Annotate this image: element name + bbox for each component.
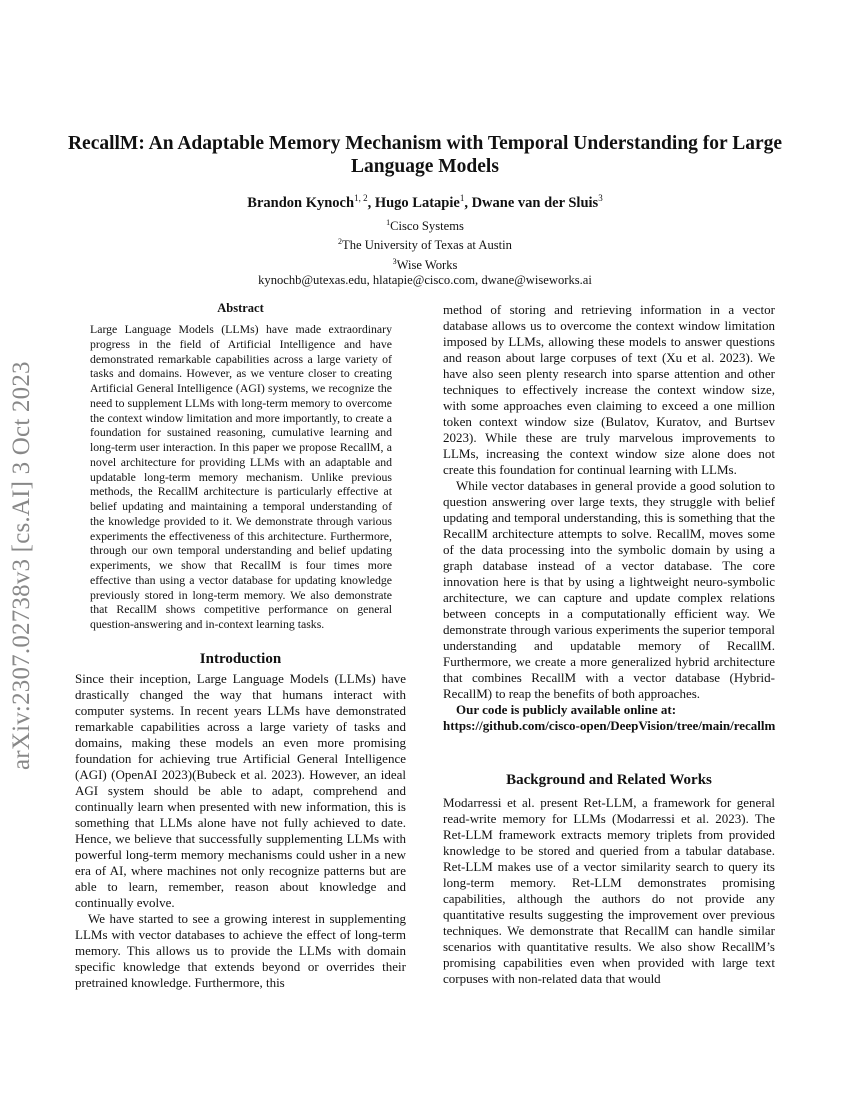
- arxiv-stamp: arXiv:2307.02738v3 [cs.AI] 3 Oct 2023: [8, 361, 35, 770]
- author-sep: ,: [464, 194, 472, 211]
- introduction-left-column: [75, 671, 406, 991]
- background-section: [443, 795, 775, 987]
- author-name: Dwane van der Sluis: [471, 194, 599, 211]
- affiliations: [60, 215, 790, 289]
- code-url-link[interactable]: https://github.com/cisco-open/DeepVision/tree/main/recallm: [443, 718, 776, 733]
- background-heading: Background and Related Works: [506, 772, 712, 788]
- paper-title: RecallM: An Adaptable Memory Mechanism with Temporal Understanding for Large Language Models: [67, 133, 783, 177]
- author-affil: 1, 2: [354, 193, 368, 203]
- affiliation-number: 1: [386, 218, 391, 227]
- paragraph: Modarressi et al. present Ret-LLM, a framework for general read-write memory for LLMs (Modarressi et al. 2023). The Ret-LLM framework extracts memory triplets from provided knowledge to be stored and queried from a tabular database. Ret-LLM makes use of a vector similarity search to query its long-term memory. Ret-LLM demonstrates promising capabilities, although the authors do not provide any quantitative results suggesting the improvement over previous techniques. We demonstrate that RecallM can handle similar scenarios with quantitative results. We also show RecallM’s promising capabilities even when provided with large text corpuses with non-related data that would: [443, 795, 775, 986]
- paragraph: method of storing and retrieving information in a vector database allows us to overcome the context window limitation imposed by LLMs, allowing these models to answer questions and reason about large corpuses of text (Xu et al. 2023). We have also seen plenty research into sparse attention and other techniques to effectively increase the context window size, with some approaches even claiming to exceed a one million token context window size (Bulatov, Kuratov, and Burtsev 2023). While these are truly marvelous improvements to LLMs, increasing the context window size alone does not create this foundation for continual learning with LLMs.: [443, 302, 775, 477]
- affiliation-text: Cisco Systems: [390, 219, 464, 234]
- introduction-heading: Introduction: [199, 651, 282, 667]
- paragraph: Since their inception, Large Language Models (LLMs) have drastically changed the way that humans interact with computer systems. In recent years LLMs have demonstrated remarkable capabilities across a large variety of tasks and domains, making these models an even more promising foundation for achieving true Artificial General Intelligence (AGI) (OpenAI 2023)(Bubeck et al. 2023). However, an ideal AGI system should be able to adapt, comprehend and continually learn when presented with new information, this is something that LLMs alone have not fully achieved to date. Hence, we believe that successfully supplementing LLMs with powerful long-term memory mechanisms could usher in a new era of AI, where machines not only recognize patterns but are able to learn, remember, reason about knowledge and continually evolve.: [75, 671, 406, 910]
- author-emails: kynochb@utexas.edu, hlatapie@cisco.com, dwane@wiseworks.ai: [258, 273, 592, 288]
- abstract-text: Large Language Models (LLMs) have made extraordinary progress in the field of Artificial Intelligence and have demonstrated remarkable capabilities across a large variety of tasks and domains. However, as we venture closer to creating Artificial General Intelligence (AGI) systems, we recognize the need to supplement LLMs with long-term memory to overcome the context window limitation and more importantly, to create a foundation for sustained reasoning, cumulative learning and long-term user interaction. In this paper we propose RecallM, a novel architecture for providing LLMs with an adaptable and updatable long-term memory mechanism. Unlike previous methods, the RecallM architecture is particularly effective at belief updating and maintaining a temporal understanding of the knowledge provided to it. We demonstrate through various experiments the effectiveness of this architecture. Furthermore, through our own temporal understanding and belief updating experiments, we show that RecallM is four times more effective than using a vector database for updating knowledge previously stored in long-term memory. We also demonstrate that RecallM shows competitive performance on general question-answering and in-context learning tasks.: [90, 322, 392, 631]
- abstract-heading: Abstract: [217, 301, 264, 315]
- affiliation: [60, 234, 790, 253]
- affiliation: [60, 254, 790, 273]
- author-list: [60, 193, 790, 212]
- author-affil: 3: [598, 193, 603, 203]
- affiliation-number: 3: [392, 256, 397, 266]
- code-note: Our code is publicly available online at:: [456, 702, 677, 717]
- affiliation: [60, 215, 790, 234]
- author-name: Brandon Kynoch: [247, 194, 355, 211]
- affiliation-number: 2: [338, 237, 343, 247]
- author-name: Hugo Latapie: [374, 194, 460, 211]
- author-affil: 1: [459, 193, 465, 203]
- affiliation-text: Wise Works: [396, 258, 458, 273]
- affiliation-text: The University of Texas at Austin: [342, 238, 512, 253]
- paragraph: While vector databases in general provide a good solution to question answering over large texts, they struggle with belief updating and temporal understanding, this is something that the RecallM architecture attempts to solve. RecallM, moves some of the data processing into the symbolic domain by using a graph database instead of a vector database. The core innovation here is that by using a lightweight neuro-symbolic architecture, we can capture and update complex relations between concepts in a computationally efficient way. We demonstrate through various experiments the superior temporal understanding and updatable memory of RecallM. Furthermore, we create a more generalized hybrid architecture that combines RecallM with a vector database (Hybrid-RecallM) to reap the benefits of both approaches.: [443, 478, 775, 701]
- introduction-right-column: [443, 302, 775, 734]
- author-sep: ,: [367, 194, 375, 211]
- paragraph: We have started to see a growing interest in supplementing LLMs with vector databases to achieve the effect of long-term memory. This allows us to provide the LLMs with domain specific knowledge that extends beyond or overrides their pretrained knowledge. Furthermore, this: [75, 911, 406, 990]
